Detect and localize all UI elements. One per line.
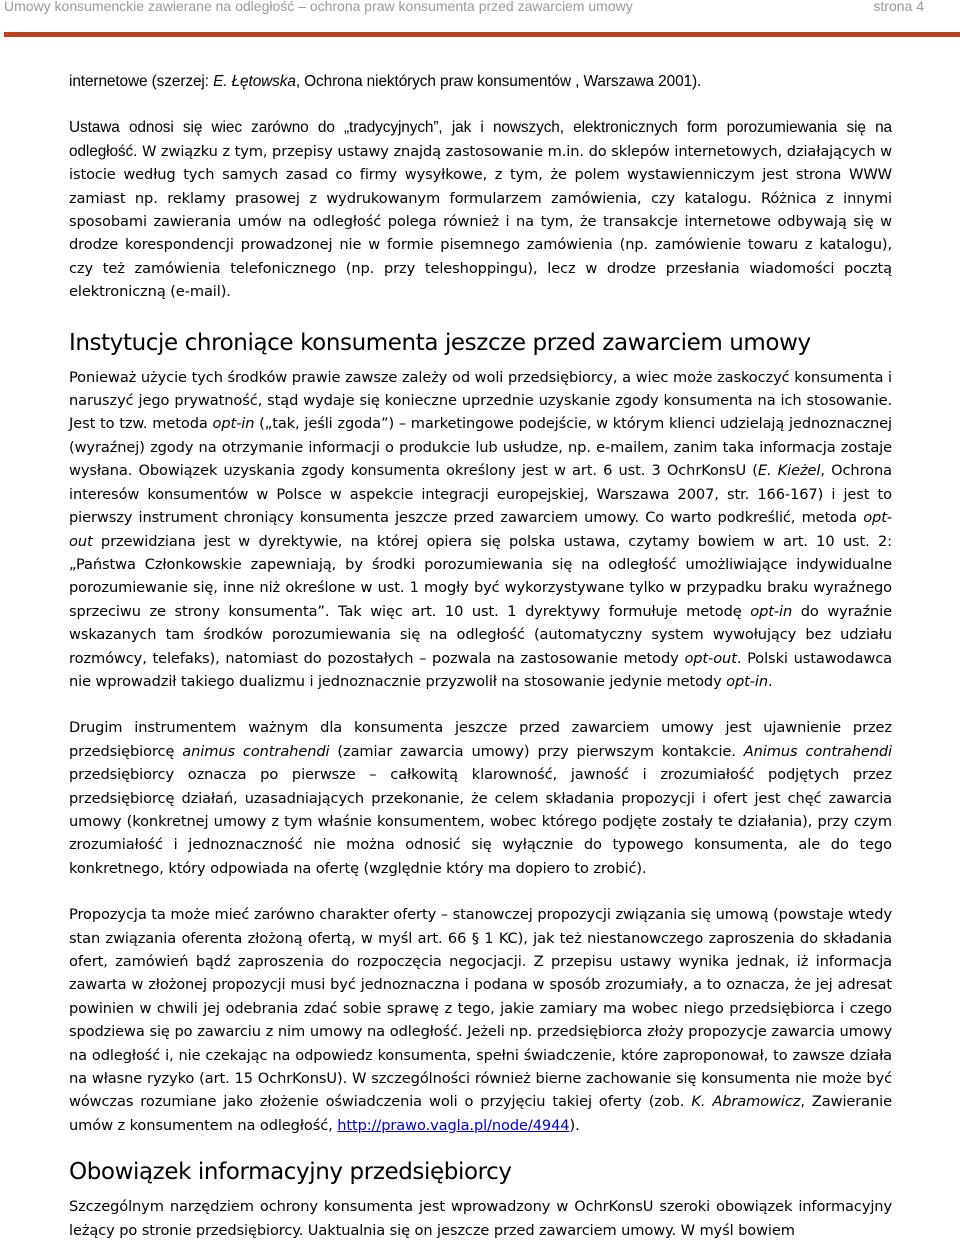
text: do wyraźnie wskazanych tam środków porozumiewania się na odległość (automatyczny system wywołujący bez udziału rozmówcy, telefaks), natomiast do pozostałych – pozwala na zastosowanie metody xyxy=(69,602,892,667)
term-opt-in: opt-in xyxy=(212,415,255,433)
text: Szczególnym narzędziem ochrony konsumenta jest wprowadzony w OchrKonsU szeroki obowiązek informacyjny leżący po stronie przedsiębiorcy. Uaktualnia się on jeszcze przed zawarciem umowy. W myśl bowiem xyxy=(69,1198,892,1239)
text: do sklepów internetowych, działających w istocie według tych samych zasad co firmy wysyłkowe, z tym, że polem wystawienniczym jest strona WWW zamiast np. reklamy prasowej z wydrukowanym formularzem zamówienia, czy katalogu. Różnica z innymi sposobami zawierania umów na odległość polega również i na tym, że transakcje internetowe odbywają się w drodze korespondencji prowadzonej nie w formie pisemnego zamówienia (np. zamówienie towaru z katalogu), czy też zamówienia telefonicznego (np. przy teleshoppingu), lecz w drodze przesłania wiadomości pocztą elektroniczną (e-mail). xyxy=(69,142,892,301)
text: . xyxy=(768,672,773,690)
paragraph-animus-contrahendi xyxy=(69,716,892,880)
text: Ponieważ użycie tych środków prawie zawsze zależy od woli przedsiębiorcy, a wiec może zaskoczyć konsumenta i naruszyć jego prywatność, stąd wydaje się konieczne uprzednie uzyskanie zgody konsumenta na ich stosowanie. Jest to tzw. metoda xyxy=(69,368,892,433)
term-opt-in: opt-in xyxy=(750,602,793,620)
text: , Zawieranie umów z konsumentem na odległość, xyxy=(69,1093,893,1134)
reference-link[interactable]: http://prawo.vagla.pl/node/4944 xyxy=(337,1116,570,1134)
text: przedsiębiorcy oznacza po pierwsze – całkowitą klarowność, jawność i zrozumiałość podjętych przez przedsiębiorcę działań, uzasadniających przekonanie, że celem składania propozycji i ofert jest chęć zawarcia umowy (konkretnej umowy z tym właśnie konsumentem, wobec którego podjęte zostały te działania), przy czym zrozumiałość i jednoznaczność nie można odnosić się wyłącznie do typowego konsumenta, ale do tego konkretnego, który odpowiada na ofertę (względnie który ma dopiero to zrobić). xyxy=(69,766,892,877)
text: , Ochrona niektórych praw konsumentów , Warszawa 2001). xyxy=(295,73,702,90)
text: . Polski ustawodawca nie wprowadził takiego dualizmu i jednoznacznie przyzwolił na stosowanie jedynie metody xyxy=(69,649,892,690)
text: Ustawa odnosi się wiec zarówno do „tradycyjnych”, jak i nowszych, elektronicznych form porozumiewania się na odległość. xyxy=(69,119,892,160)
text: internetowe (szerzej: xyxy=(69,73,214,90)
text: ). xyxy=(569,1116,580,1134)
running-title: Umowy konsumenckie zawierane na odległość – ochrona praw konsumenta przed zawarciem umowy xyxy=(4,0,633,14)
paragraph-offer xyxy=(69,903,892,1137)
text: przewidziana jest w dyrektywie, na której opiera się polska ustawa, czytamy bowiem w art. 10 ust. 2: „Państwa Członkowskie zapewniają, by środki porozumiewania się na odległość umożliwiające indywidualne porozumiewanie się, inne niż określone w ust. 1 mogły być wykorzystywane tylko w przypadku braku wyraźnego sprzeciwu ze strony konsumenta”. Tak więc art. 10 ust. 1 dyrektywy formułuje metodę xyxy=(69,532,892,620)
text: , Ochrona interesów konsumentów w Polsce w aspekcie integracji europejskiej, Warszawa 2007, str. 166-167) i jest to pierwszy instrument chroniący konsumenta jeszcze przed zawarciem umowy. Co warto podkreślić, metoda xyxy=(69,462,892,527)
term-animus-contrahendi: Animus contrahendi xyxy=(743,742,893,760)
text: („tak, jeśli zgoda”) – marketingowe podejście, w którym klienci udzielają jednoznacznej (wyraźnej) zgody na otrzymanie informacji o produkcie lub usłudze, np. e-mailem, zanim taka informacja zostaje wysłana. Obowiązek uzyskania zgody konsumenta określony jest w art. 6 ust. 3 OchrKonsU ( xyxy=(69,415,892,480)
document-body xyxy=(69,70,892,1242)
term-opt-out: opt-out xyxy=(684,649,737,667)
text: Propozycja ta może mieć zarówno charakter oferty – stanowczej propozycji związania się umową (powstaje wtedy stan związania oferenta złożoną ofertą, w myśl art. 66 § 1 KC), jak też niestanowczego zaproszenia do składania ofert, zamówień bądź zaproszenia do rozpoczęcia negocjacji. Z przepisu ustawy wynika jednak, iż informacja zawarta w złożonej propozycji musi być jednoznaczna i podana w sposób zrozumiały, a to oznacza, że jej adresat powinien w chwili jej odebrania zdać sobie sprawę z tego, jakie zamiary ma wobec niego przedsiębiorca i czego spodziewa się po zawarciu z nim umowy na odległość. Jeżeli np. przedsiębiorca złoży propozycje zawarcia umowy na odległość i, nie czekając na odpowiedz konsumenta, spełni świadczenie, które zaproponował, to zawsze działa na własne ryzyko (art. 15 OchrKonsU). W szczególności również bierne zachowanie się konsumenta nie może być wówczas rozumiane jako złożenie oświadczenia woli o przyjęciu takiej oferty (zob. xyxy=(69,906,892,1111)
term-animus-contrahendi: animus contrahendi xyxy=(182,742,330,760)
author-name: E. Kieżel xyxy=(757,462,821,480)
text: (zamiar zawarcia umowy) przy pierwszym kontakcie. xyxy=(329,742,744,760)
paragraph-information-duty xyxy=(69,1195,892,1242)
section-heading-information-duty: Obowiązek informacyjny przedsiębiorcy xyxy=(69,1159,512,1186)
section-heading-pre-contract-protection: Instytucje chroniące konsumenta jeszcze przed zawarciem umowy xyxy=(69,329,811,356)
term-opt-out: opt-out xyxy=(69,509,892,550)
text: W związku z tym, przepisy ustawy znajdą zastosowanie m.in. xyxy=(137,142,584,160)
header-rule xyxy=(4,32,960,37)
paragraph-scope xyxy=(69,116,892,303)
author-name: K. Abramowicz xyxy=(691,1093,801,1111)
page-header xyxy=(0,0,960,30)
paragraph-intro-citation xyxy=(69,70,892,93)
text: Drugim instrumentem ważnym dla konsumenta jeszcze przed zawarciem umowy jest ujawnienie przez przedsiębiorcę xyxy=(69,719,892,760)
author-name: E. Łętowska xyxy=(213,73,296,90)
page-number: strona 4 xyxy=(873,0,924,14)
term-opt-in: opt-in xyxy=(726,672,769,690)
paragraph-opt-in xyxy=(69,366,892,694)
